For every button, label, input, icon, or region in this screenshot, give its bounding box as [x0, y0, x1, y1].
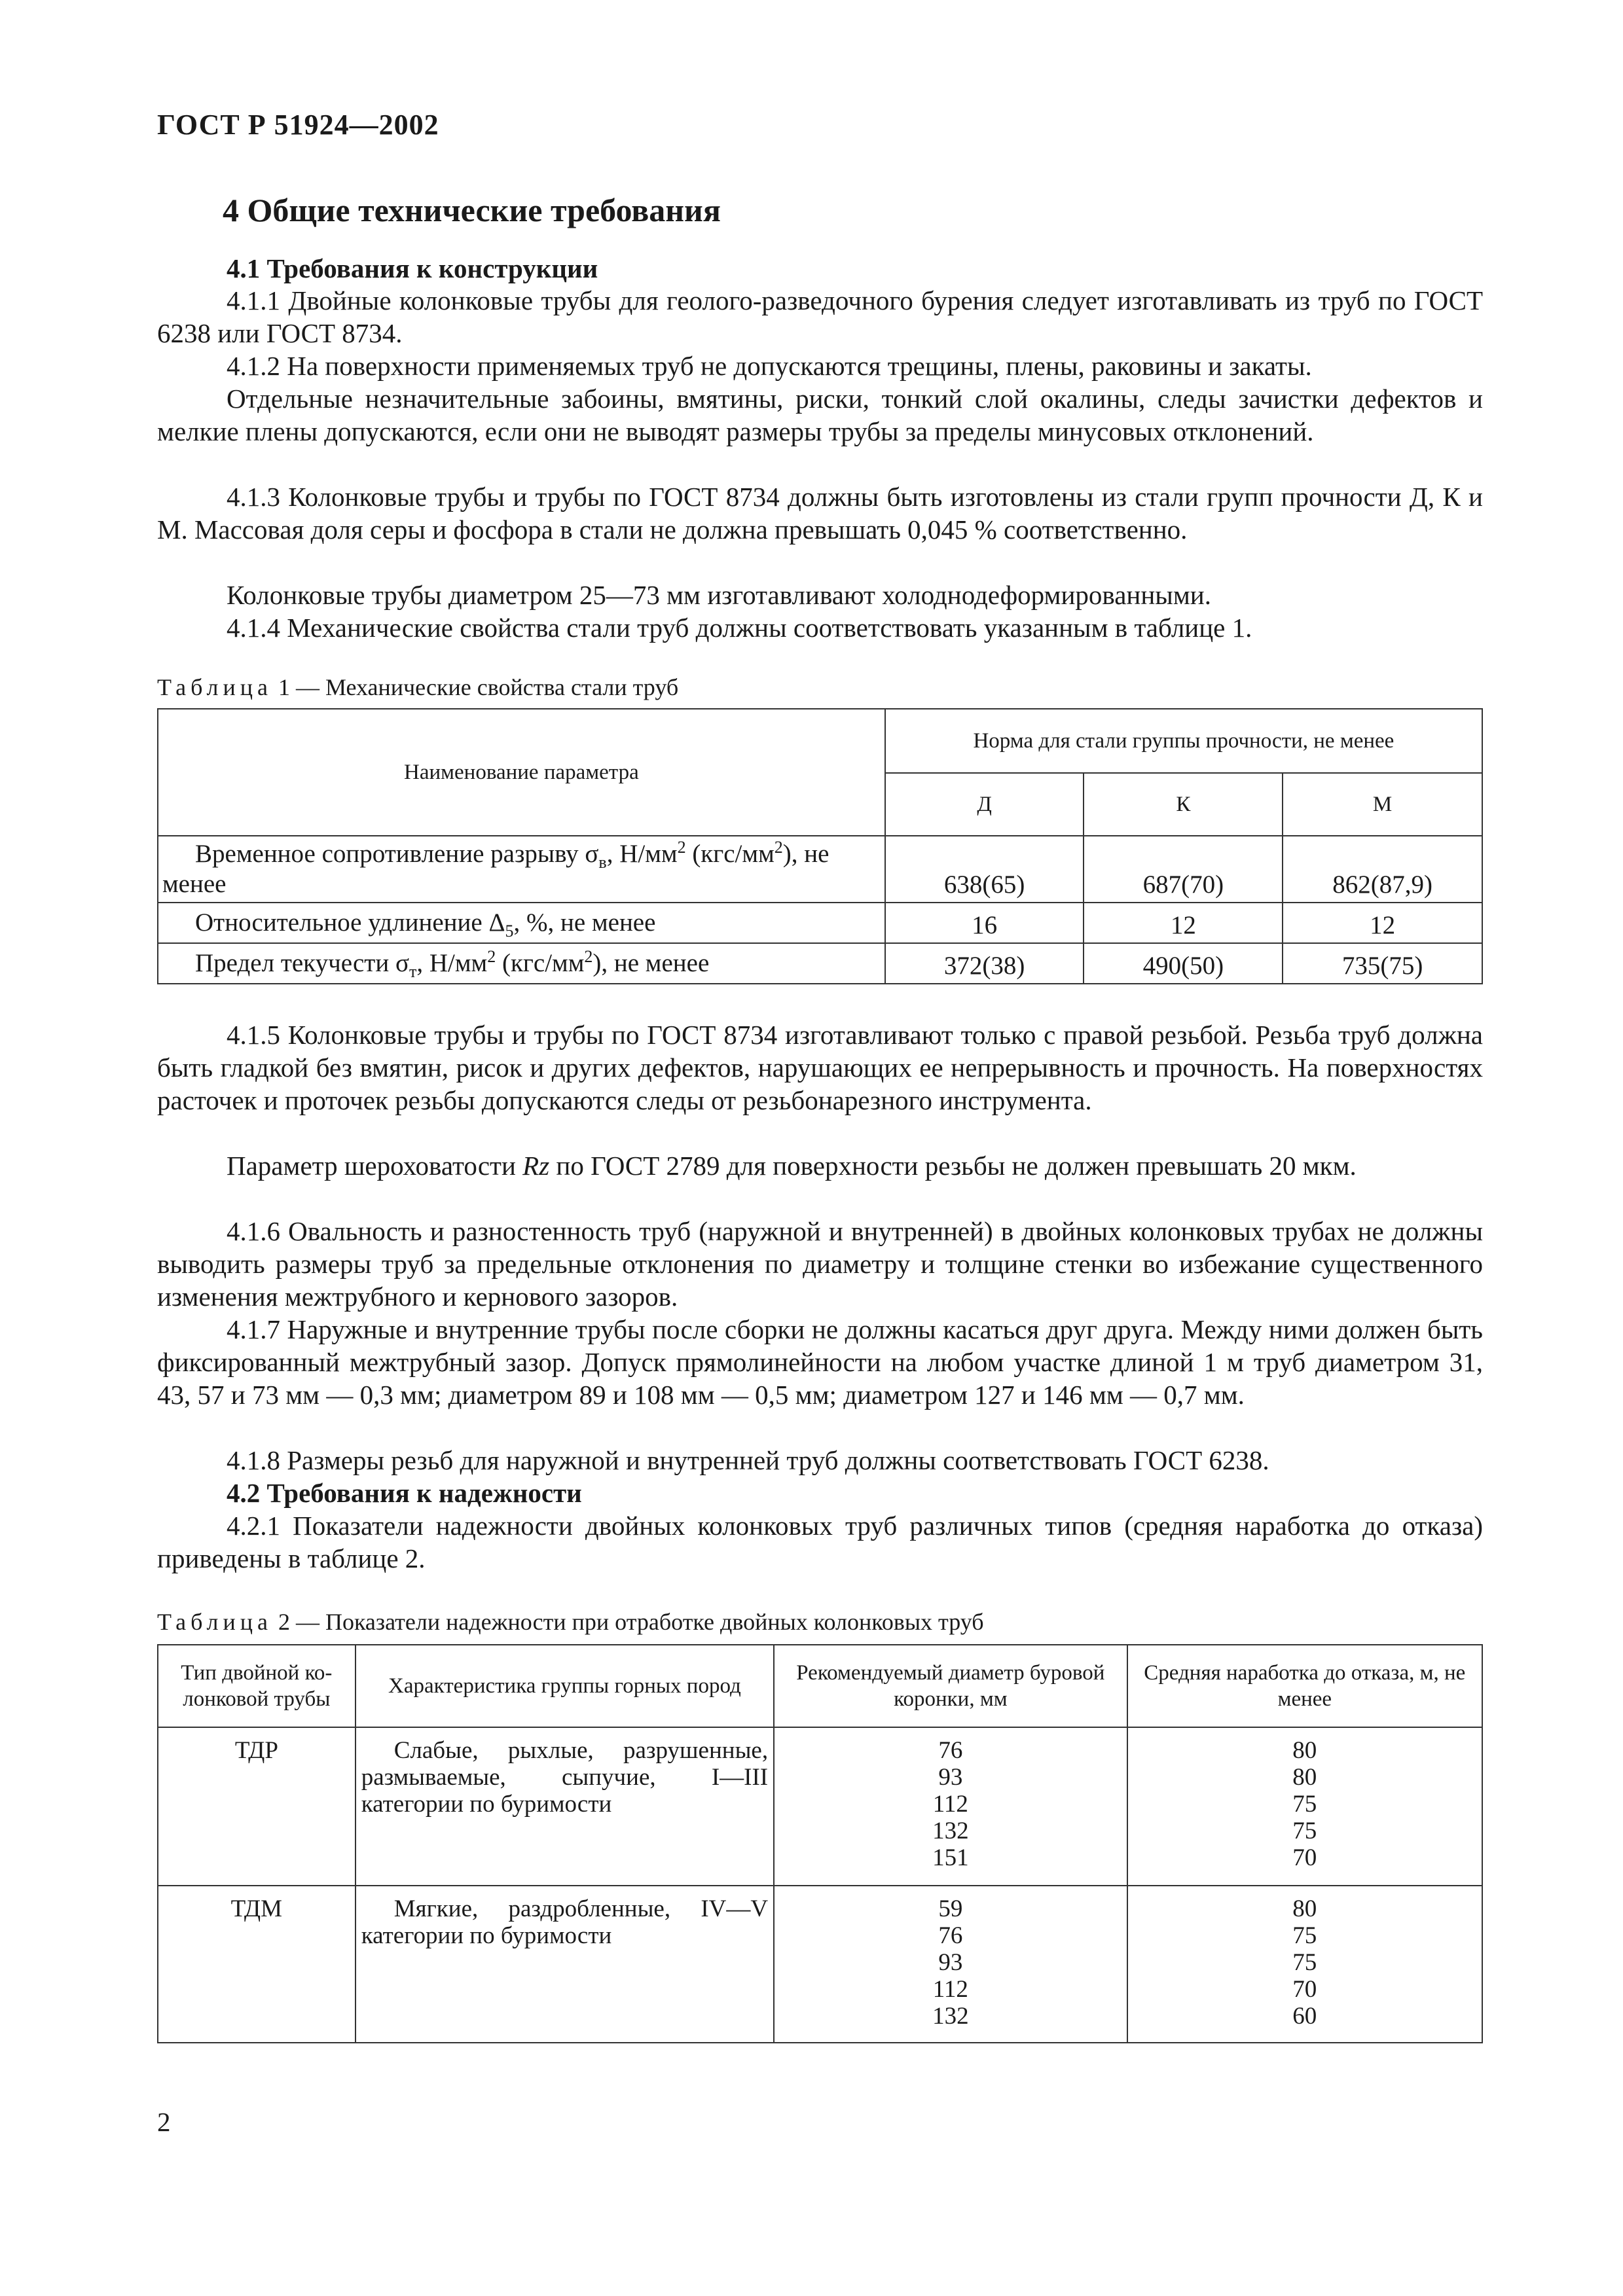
table-1-value: 862(87,9) — [1283, 836, 1482, 903]
table-2-mtbf-value: 75 — [1292, 1791, 1317, 1818]
table-2-mtbf-list — [1127, 1886, 1482, 2043]
table-2-mtbf-value: 60 — [1292, 2003, 1317, 2030]
subsection-heading-4-1: 4.1 Требования к конструкции — [227, 253, 598, 283]
section-title: 4 Общие технические требования — [223, 192, 721, 228]
table-2-diameter-value: 76 — [938, 1922, 963, 1949]
table-2-reliability — [157, 1644, 1483, 2043]
table-1-caption — [157, 673, 678, 702]
page-number: 2 — [157, 2107, 171, 2137]
table-1-param-name: Относительное удлинение $\Delta_5$, %, не менее — [158, 903, 885, 943]
table-2-mtbf-value: 80 — [1292, 1737, 1317, 1764]
document-code: ГОСТ Р 51924—2002 — [157, 109, 439, 141]
table-1-value: 735(75) — [1283, 943, 1482, 984]
table-2-row — [158, 1727, 1482, 1886]
table-1-row — [158, 836, 1482, 903]
table-2-diameter-value: 59 — [938, 1895, 963, 1922]
paragraph-4-1-2-continued: Отдельные незначительные забоины, вмятины, риски, тонкий слой окалины, следы зачистки дефектов и мелкие плены допускаются, если они не выводят размеры трубы за пределы минусовых отклонений. — [157, 384, 1483, 446]
table-2-type: ТДМ — [158, 1886, 356, 2043]
table-2-type: ТДР — [158, 1727, 356, 1886]
table-1-value: 12 — [1084, 903, 1283, 943]
table-1-row — [158, 943, 1482, 984]
table-2-diameter-list — [774, 1886, 1127, 2043]
paragraph-4-1-6: 4.1.6 Овальность и разностенность труб (наружной и внутренней) в двойных колонковых трубах не должны выводить размеры труб за предельные отклонения по диаметру и толщине стенки во избежание существенного изменения межтрубного и кернового зазоров. — [157, 1216, 1483, 1312]
table-2-mtbf-value: 70 — [1292, 1844, 1317, 1871]
paragraph-4-1-3-continued: Колонковые трубы диаметром 25—73 мм изготавливают холоднодеформированными. — [227, 580, 1211, 610]
table-1-header-group: Д — [885, 773, 1084, 836]
table-2-row — [158, 1886, 1482, 2043]
table-2-rock-description: Мягкие, раздробленные, IV—V категории по буримости — [356, 1886, 774, 2043]
table-1-value: 372(38) — [885, 943, 1084, 984]
table-1-value: 687(70) — [1084, 836, 1283, 903]
table-1-header-norm: Норма для стали группы прочности, не менее — [885, 709, 1482, 773]
table-1-value: 16 — [885, 903, 1084, 943]
table-2-mtbf-value: 75 — [1292, 1922, 1317, 1949]
table-1-value: 490(50) — [1084, 943, 1283, 984]
table-2-mtbf-value: 70 — [1292, 1976, 1317, 2003]
table-2-mtbf-value: 80 — [1292, 1895, 1317, 1922]
table-2-mtbf-value: 75 — [1292, 1818, 1317, 1844]
paragraph-4-2-1: 4.2.1 Показатели надежности двойных колонковых труб различных типов (средняя наработка до отказа) приведены в таблице 2. — [157, 1511, 1483, 1573]
table-2-diameter-value: 112 — [932, 1976, 968, 2003]
table-1-value: 638(65) — [885, 836, 1084, 903]
table-1-mechanical-properties — [157, 708, 1483, 984]
paragraph-4-1-7: 4.1.7 Наружные и внутренние трубы после сборки не должны касаться друг друга. Между ними должен быть фиксированный межтрубный зазор. Допуск прямолинейности на любом участке длиной 1 м труб диаметром 31, 43, 57 и 73 мм — 0,3 мм; диаметром 89 и 108 мм — 0,5 мм; диаметром 127 и 146 мм — 0,7 мм. — [157, 1314, 1483, 1410]
table-2-header-mtbf: Средняя наработка до отказа, м, не менее — [1127, 1645, 1482, 1727]
table-1-caption-text: 1 — Механические свойства стали труб — [272, 674, 679, 700]
table-2-diameter-value: 132 — [932, 2003, 969, 2030]
paragraph-4-1-5-continued: Параметр шероховатости Rz по ГОСТ 2789 для поверхности резьбы не должен превышать 20 мкм. — [227, 1151, 1357, 1181]
subsection-heading-4-2: 4.2 Требования к надежности — [227, 1478, 582, 1508]
table-1-param-name: Временное сопротивление разрыву $\sigma_в$, $Н/мм^2$ $(кгс/мм^2)$, не менее — [158, 836, 885, 903]
table-1-param-name: Предел текучести $\sigma_т$, $Н/мм^2$ $(кгс/мм^2)$, не менее — [158, 943, 885, 984]
table-1-row — [158, 903, 1482, 943]
paragraph-4-1-1: 4.1.1 Двойные колонковые трубы для геолого-разведочного бурения следует изготавливать из труб по ГОСТ 6238 или ГОСТ 8734. — [157, 285, 1483, 348]
table-2-rock-description: Слабые, рыхлые, разрушенные, размываемые, сыпучие, I—III категории по буримости — [356, 1727, 774, 1886]
paragraph-4-1-2: 4.1.2 На поверхности применяемых труб не допускаются трещины, плены, раковины и закаты. — [227, 351, 1312, 381]
table-1-header-parameter: Наименование параметра — [158, 709, 885, 836]
table-2-mtbf-list — [1127, 1727, 1482, 1886]
table-1-caption-label: Таблица — [157, 674, 272, 700]
table-2-mtbf-value: 80 — [1292, 1764, 1317, 1791]
table-2-diameter-value: 132 — [932, 1818, 969, 1844]
table-1-header-group: К — [1084, 773, 1283, 836]
table-2-diameter-value: 93 — [938, 1949, 963, 1976]
table-1-value: 12 — [1283, 903, 1482, 943]
table-2-header-rock: Характеристика группы горных пород — [356, 1645, 774, 1727]
table-2-caption — [157, 1607, 984, 1636]
table-2-diameter-list — [774, 1727, 1127, 1886]
paragraph-4-1-3: 4.1.3 Колонковые трубы и трубы по ГОСТ 8734 должны быть изготовлены из стали групп прочности Д, К и М. Массовая доля серы и фосфора в стали не должна превышать 0,045 % соответственно. — [157, 482, 1483, 545]
table-2-diameter-value: 151 — [932, 1844, 969, 1871]
table-2-diameter-value: 112 — [932, 1791, 968, 1818]
paragraph-4-1-5: 4.1.5 Колонковые трубы и трубы по ГОСТ 8734 изготавливают только с правой резьбой. Резьба труб должна быть гладкой без вмятин, рисок и других дефектов, нарушающих ее непрерывность и прочность. На поверхностях расточек и проточек резьбы допускаются следы от резьбонарезного инструмента. — [157, 1020, 1483, 1115]
table-2-diameter-value: 93 — [938, 1764, 963, 1791]
table-2-caption-text: 2 — Показатели надежности при отработке двойных колонковых труб — [272, 1609, 984, 1635]
table-2-diameter-value: 76 — [938, 1737, 963, 1764]
table-2-mtbf-value: 75 — [1292, 1949, 1317, 1976]
table-2-header-type: Тип двойной ко-лонковой трубы — [158, 1645, 356, 1727]
table-2-caption-label: Таблица — [157, 1609, 272, 1635]
paragraph-4-1-8: 4.1.8 Размеры резьб для наружной и внутренней труб должны соответствовать ГОСТ 6238. — [227, 1445, 1269, 1475]
paragraph-4-1-4: 4.1.4 Механические свойства стали труб должны соответствовать указанным в таблице 1. — [227, 613, 1252, 643]
table-1-header-group: М — [1283, 773, 1482, 836]
table-2-header-diameter: Рекомендуемый диаметр буровой коронки, мм — [774, 1645, 1127, 1727]
